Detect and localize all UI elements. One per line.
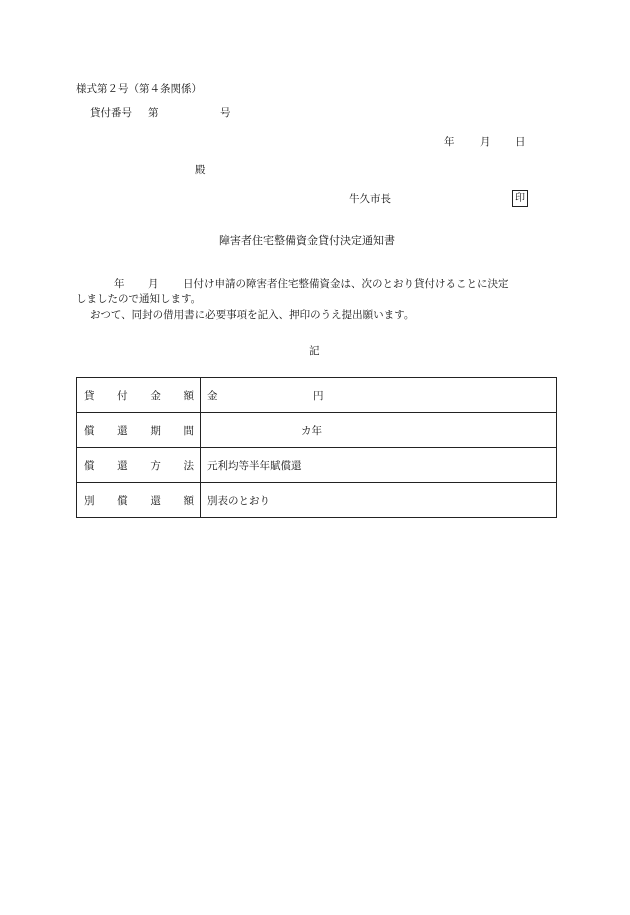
loan-number-label: 貸付番号: [90, 107, 132, 119]
date-year: 年: [444, 136, 455, 148]
label-char: 方: [150, 459, 161, 472]
date-month: 月: [480, 136, 491, 148]
value-text: 元利均等半年賦償還: [207, 460, 302, 472]
row-label: [77, 448, 201, 483]
label-char: 金: [150, 389, 161, 402]
document-title: 障害者住宅整備資金貸付決定通知書: [219, 234, 395, 247]
issuer-name: 牛久市長: [349, 193, 391, 205]
table-row: [77, 378, 557, 413]
value-text: 金: [207, 390, 218, 402]
label-char: 償: [117, 494, 128, 507]
label-char: 貸: [84, 389, 95, 402]
date-day: 日: [515, 136, 526, 148]
body-paragraph-2: おつて、同封の借用書に必要事項を記入、押印のうえ提出願います。: [90, 309, 415, 321]
value-unit: カ年: [301, 425, 322, 437]
body-paragraph-1: 日付け申請の障害者住宅整備資金は、次のとおり貸付けることに決定: [183, 278, 509, 290]
row-value: [201, 448, 557, 483]
row-value: [201, 483, 557, 518]
loan-number-suffix: 号: [220, 107, 231, 119]
body-year: 年: [114, 278, 125, 290]
body-month: 月: [148, 278, 159, 290]
label-char: 還: [117, 424, 128, 437]
row-label: [77, 378, 201, 413]
label-char: 還: [117, 459, 128, 472]
seal-mark: [512, 190, 528, 207]
label-char: 還: [150, 494, 161, 507]
row-value: [201, 413, 557, 448]
ki-heading: 記: [309, 345, 320, 357]
label-char: 法: [183, 459, 194, 472]
form-number: 様式第２号（第４条関係）: [76, 83, 202, 95]
row-value: [201, 378, 557, 413]
label-char: 償: [84, 459, 95, 472]
value-text: 別表のとおり: [207, 495, 270, 507]
label-char: 期: [150, 424, 161, 437]
row-label: [77, 483, 201, 518]
label-char: 付: [117, 389, 128, 402]
row-label: [77, 413, 201, 448]
table-row: [77, 448, 557, 483]
table-row: [77, 483, 557, 518]
loan-details-table: [76, 377, 557, 518]
value-unit: 円: [313, 390, 324, 402]
addressee-suffix: 殿: [195, 164, 206, 176]
table-row: [77, 413, 557, 448]
seal-label: 印: [515, 193, 525, 204]
label-char: 間: [183, 424, 194, 437]
body-paragraph-1-line-2: しましたので通知します。: [76, 293, 202, 305]
label-char: 額: [183, 389, 194, 402]
label-char: 別: [84, 494, 95, 507]
label-char: 償: [84, 424, 95, 437]
loan-number-prefix: 第: [148, 107, 159, 119]
label-char: 額: [183, 494, 194, 507]
